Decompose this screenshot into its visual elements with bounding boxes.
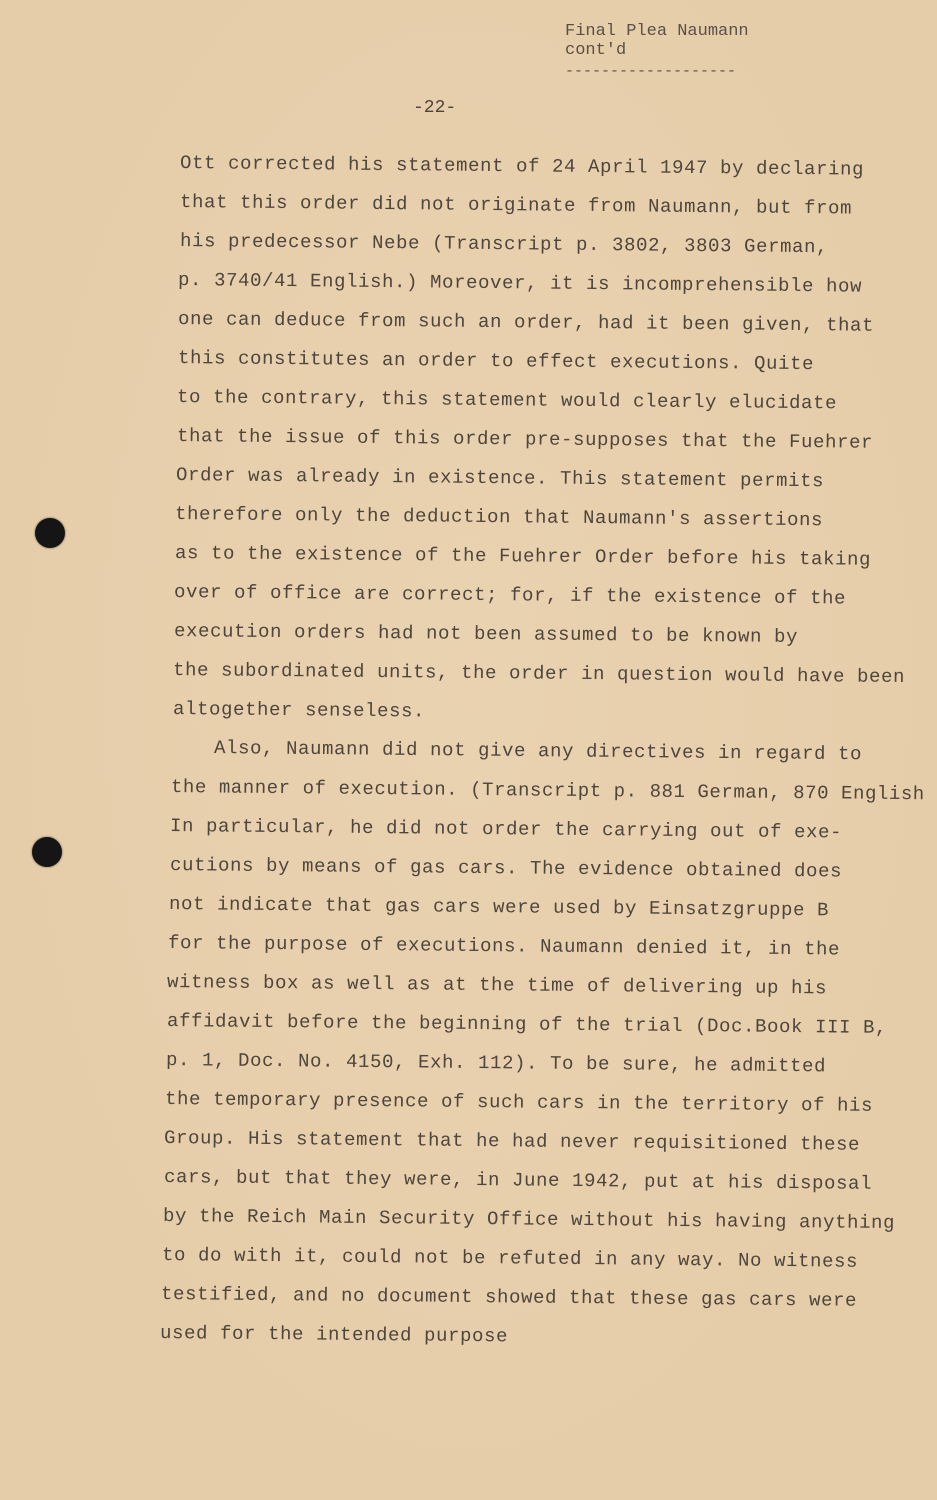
text-line: witness box as well as at the time of delivering up his [166, 971, 828, 1000]
header-continued: cont'd [565, 41, 627, 60]
text-line: not indicate that gas cars were used by Einsatzgruppe B [168, 893, 830, 922]
text-line: p. 1, Doc. No. 4150, Exh. 112). To be sure, he admitted [165, 1049, 827, 1078]
text-line: this constitutes an order to effect executions. Quite [177, 347, 815, 376]
text-line: used for the intended purpose [159, 1322, 509, 1348]
text-line: his predecessor Nebe (Transcript p. 3802, 3803 German, [179, 230, 829, 259]
punch-hole-bottom [32, 837, 62, 867]
page-header [565, 22, 749, 81]
text-line: Group. His statement that he had never requisitioned these [163, 1127, 861, 1156]
text-line: altogether senseless. [172, 698, 426, 723]
text-line: therefore only the deduction that Naumann's assertions [174, 503, 824, 532]
text-line: to the contrary, this statement would clearly elucidate [176, 386, 838, 415]
text-line: Also, Naumann did not give any directives in regard to [213, 737, 863, 766]
text-line: that this order did not originate from Naumann, but from [179, 191, 853, 220]
text-line: affidavit before the beginning of the trial (Doc.Book III B, [166, 1010, 888, 1039]
header-title: Final Plea Naumann [565, 22, 749, 41]
text-line: p. 3740/41 English.) Moreover, it is incomprehensible how [177, 269, 863, 298]
text-line: Ott corrected his statement of 24 April 1947 by declaring [179, 152, 865, 181]
text-line: Order was already in existence. This statement permits [175, 464, 825, 493]
text-line: by the Reich Main Security Office without his having anything [162, 1205, 896, 1235]
text-line: cars, but that they were, in June 1942, put at his disposal [163, 1166, 873, 1195]
text-line: as to the existence of the Fuehrer Order before his taking [174, 542, 872, 571]
text-line: testified, and no document showed that these gas cars were [160, 1283, 858, 1312]
page-number: -22- [413, 98, 457, 118]
text-line: for the purpose of executions. Naumann denied it, in the [167, 932, 841, 961]
text-line: the temporary presence of such cars in the territory of his [164, 1088, 874, 1117]
punch-hole-top [35, 518, 65, 548]
text-line: that the issue of this order pre-supposes that the Fuehrer [176, 425, 874, 454]
text-line: cutions by means of gas cars. The evidence obtained does [169, 854, 843, 883]
header-underline: ------------------- [565, 63, 737, 80]
text-line: the subordinated units, the order in question would have been [172, 659, 906, 689]
text-line: to do with it, could not be refuted in any way. No witness [161, 1244, 859, 1273]
text-line: the manner of execution. (Transcript p. 881 German, 870 English [170, 776, 925, 806]
text-line: over of office are correct; for, if the existence of the [173, 581, 847, 610]
text-line: In particular, he did not order the carrying out of exe- [169, 815, 843, 844]
text-line: one can deduce from such an order, had it been given, that [177, 308, 875, 337]
text-line: execution orders had not been assumed to be known by [173, 620, 799, 648]
